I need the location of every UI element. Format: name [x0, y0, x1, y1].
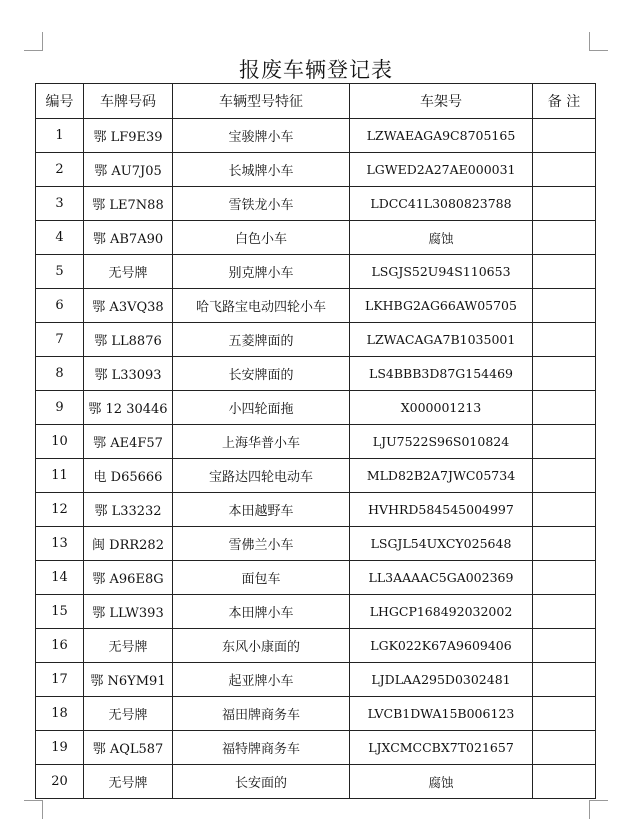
cell-no: 16 [36, 629, 84, 663]
cell-model: 本田越野车 [173, 493, 350, 527]
cell-model: 福田牌商务车 [173, 697, 350, 731]
cell-plate: 鄂 L33093 [84, 357, 173, 391]
cell-model: 长安牌面的 [173, 357, 350, 391]
cell-note [533, 153, 596, 187]
cell-plate: 鄂 LF9E39 [84, 119, 173, 153]
cell-note [533, 595, 596, 629]
cell-note [533, 425, 596, 459]
cell-model: 白色小车 [173, 221, 350, 255]
cell-model: 长安面的 [173, 765, 350, 799]
cell-frame: 腐蚀 [350, 765, 533, 799]
table-row [36, 765, 596, 799]
cell-plate: 鄂 N6YM91 [84, 663, 173, 697]
cell-model: 上海华普小车 [173, 425, 350, 459]
header-plate: 车牌号码 [84, 84, 173, 119]
cell-model: 哈飞路宝电动四轮小车 [173, 289, 350, 323]
cell-no: 12 [36, 493, 84, 527]
cell-no: 10 [36, 425, 84, 459]
cell-no: 7 [36, 323, 84, 357]
header-no: 编号 [36, 84, 84, 119]
cell-no: 4 [36, 221, 84, 255]
table-row [36, 289, 596, 323]
crop-mark-top-right [589, 32, 608, 51]
cell-frame: LSGJL54UXCY025648 [350, 527, 533, 561]
cell-frame: LL3AAAAC5GA002369 [350, 561, 533, 595]
table-row [36, 119, 596, 153]
cell-no: 14 [36, 561, 84, 595]
cell-frame: LGWED2A27AE000031 [350, 153, 533, 187]
cell-no: 1 [36, 119, 84, 153]
cell-model: 宝路达四轮电动车 [173, 459, 350, 493]
cell-plate: 电 D65666 [84, 459, 173, 493]
cell-note [533, 255, 596, 289]
table-header-row [36, 84, 596, 119]
crop-mark-bottom-left [24, 800, 43, 819]
cell-no: 9 [36, 391, 84, 425]
table-row [36, 221, 596, 255]
cell-no: 19 [36, 731, 84, 765]
header-frame: 车架号 [350, 84, 533, 119]
cell-note [533, 289, 596, 323]
cell-note [533, 629, 596, 663]
cell-model: 起亚牌小车 [173, 663, 350, 697]
cell-no: 15 [36, 595, 84, 629]
table-row [36, 527, 596, 561]
vehicle-table [35, 83, 596, 799]
cell-note [533, 731, 596, 765]
table-row [36, 595, 596, 629]
cell-note [533, 765, 596, 799]
cell-plate: 无号牌 [84, 255, 173, 289]
cell-frame: LDCC41L3080823788 [350, 187, 533, 221]
cell-note [533, 221, 596, 255]
cell-plate: 闽 DRR282 [84, 527, 173, 561]
cell-plate: 鄂 12 30446 [84, 391, 173, 425]
cell-frame: LSGJS52U94S110653 [350, 255, 533, 289]
cell-frame: 腐蚀 [350, 221, 533, 255]
cell-plate: 鄂 AU7J05 [84, 153, 173, 187]
cell-model: 福特牌商务车 [173, 731, 350, 765]
crop-mark-bottom-right [589, 800, 608, 819]
cell-plate: 鄂 LL8876 [84, 323, 173, 357]
cell-frame: LZWACAGA7B1035001 [350, 323, 533, 357]
cell-frame: LHGCP168492032002 [350, 595, 533, 629]
table-row [36, 697, 596, 731]
cell-frame: LJDLAA295D0302481 [350, 663, 533, 697]
cell-no: 5 [36, 255, 84, 289]
cell-model: 面包车 [173, 561, 350, 595]
table-row [36, 255, 596, 289]
cell-plate: 鄂 LLW393 [84, 595, 173, 629]
cell-frame: LJXCMCCBX7T021657 [350, 731, 533, 765]
cell-note [533, 561, 596, 595]
cell-model: 小四轮面拖 [173, 391, 350, 425]
cell-plate: 无号牌 [84, 697, 173, 731]
table-row [36, 493, 596, 527]
table-row [36, 187, 596, 221]
table-row [36, 153, 596, 187]
table-row [36, 425, 596, 459]
cell-plate: 鄂 A96E8G [84, 561, 173, 595]
cell-model: 别克牌小车 [173, 255, 350, 289]
cell-model: 宝骏牌小车 [173, 119, 350, 153]
cell-plate: 鄂 L33232 [84, 493, 173, 527]
cell-no: 11 [36, 459, 84, 493]
cell-plate: 鄂 LE7N88 [84, 187, 173, 221]
table-row [36, 323, 596, 357]
cell-no: 18 [36, 697, 84, 731]
table-row [36, 663, 596, 697]
page-title: 报废车辆登记表 [239, 58, 393, 82]
cell-model: 五菱牌面的 [173, 323, 350, 357]
cell-plate: 无号牌 [84, 765, 173, 799]
table-row [36, 459, 596, 493]
cell-plate: 鄂 AQL587 [84, 731, 173, 765]
cell-frame: LGK022K67A9609406 [350, 629, 533, 663]
cell-no: 13 [36, 527, 84, 561]
cell-frame: X000001213 [350, 391, 533, 425]
cell-frame: LS4BBB3D87G154469 [350, 357, 533, 391]
cell-plate: 鄂 A3VQ38 [84, 289, 173, 323]
cell-model: 长城牌小车 [173, 153, 350, 187]
table-row [36, 391, 596, 425]
cell-model: 本田牌小车 [173, 595, 350, 629]
cell-no: 6 [36, 289, 84, 323]
cell-note [533, 187, 596, 221]
header-note: 备 注 [533, 84, 596, 119]
cell-plate: 无号牌 [84, 629, 173, 663]
cell-frame: MLD82B2A7JWC05734 [350, 459, 533, 493]
cell-note [533, 663, 596, 697]
table-row [36, 357, 596, 391]
cell-no: 3 [36, 187, 84, 221]
cell-note [533, 527, 596, 561]
cell-plate: 鄂 AE4F57 [84, 425, 173, 459]
cell-note [533, 459, 596, 493]
cell-no: 20 [36, 765, 84, 799]
cell-note [533, 357, 596, 391]
cell-frame: HVHRD584545004997 [350, 493, 533, 527]
cell-frame: LVCB1DWA15B006123 [350, 697, 533, 731]
cell-model: 雪佛兰小车 [173, 527, 350, 561]
cell-frame: LZWAEAGA9C8705165 [350, 119, 533, 153]
cell-model: 雪铁龙小车 [173, 187, 350, 221]
cell-frame: LKHBG2AG66AW05705 [350, 289, 533, 323]
crop-mark-top-left [24, 32, 43, 51]
cell-model: 东风小康面的 [173, 629, 350, 663]
table-row [36, 629, 596, 663]
cell-note [533, 323, 596, 357]
cell-plate: 鄂 AB7A90 [84, 221, 173, 255]
cell-note [533, 697, 596, 731]
cell-note [533, 493, 596, 527]
table-row [36, 731, 596, 765]
cell-note [533, 119, 596, 153]
cell-no: 8 [36, 357, 84, 391]
header-model: 车辆型号特征 [173, 84, 350, 119]
cell-no: 2 [36, 153, 84, 187]
cell-no: 17 [36, 663, 84, 697]
cell-note [533, 391, 596, 425]
table-row [36, 561, 596, 595]
cell-frame: LJU7522S96S010824 [350, 425, 533, 459]
